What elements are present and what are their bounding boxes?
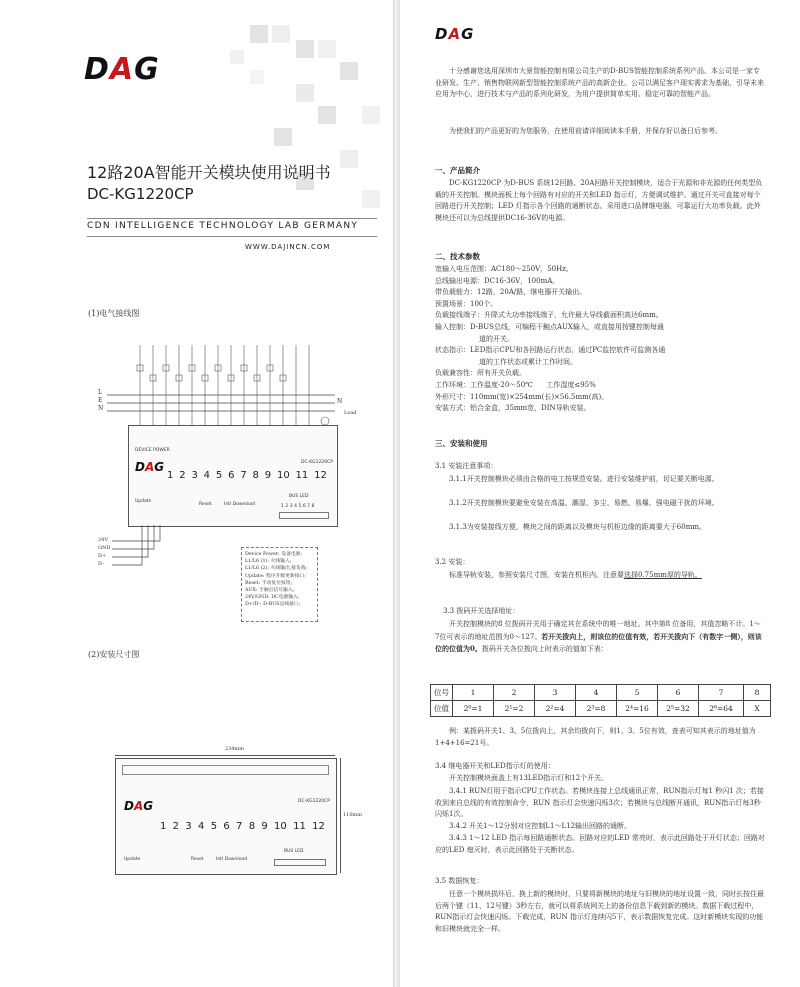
intro-paragraph: 为使我们的产品更好的为您服务，在使用前请详细阅读本手册，并保存好以备日后参考。: [449, 127, 722, 135]
channel-number: 4: [203, 470, 211, 481]
legend-line: Update: 程序升级更新接口;: [245, 573, 306, 579]
para-3-3-text-end: 拨码开关各位拨向上时表示的值如下表：: [481, 645, 608, 654]
spec-line: 工作环境：工作温度-20～50℃ 工作湿度≤95%: [435, 380, 596, 389]
sub-3-3-title: 3.3 拨码开关选择地址：: [443, 607, 520, 615]
website: WWW.DAJINCN.COM: [245, 243, 331, 251]
spec-line: 安装方式：铝合金盒，35mm宽，DIN导轨安装。: [435, 404, 591, 413]
table-cell: X: [744, 701, 771, 717]
terminal-strip: [122, 765, 329, 775]
row-header: 位值: [431, 701, 453, 717]
spec-line: 负载接线端子：升降式大功率接线端子，允许最大导线截面积高达6mm。: [435, 311, 663, 320]
reset-label: Reset: [191, 857, 204, 862]
wire-label-l: L: [98, 389, 102, 396]
channel-number: 10: [274, 821, 287, 832]
deco-square: [362, 190, 380, 208]
table-cell: 3: [535, 685, 576, 701]
deco-square: [296, 84, 314, 102]
cover-page: [0, 0, 393, 987]
lab-name: CDN INTELLIGENCE TECHNOLOGY LAB GERMANY: [87, 221, 359, 231]
legend-line: Device Power: 设备电源;: [245, 552, 303, 557]
terminal-legend: [241, 547, 318, 622]
dimension-width: 234mm: [225, 746, 245, 752]
table-cell: 2²=4: [535, 701, 576, 717]
example-paragraph: 例：某拨码开关1、3、5位拨向上，其余均拨向下，则1、3、5位有效，查表可知其表示的地址值为1+4+16=21号。: [435, 727, 756, 747]
spec-line: 带负载能力：12路，20A/路，继电器开关输出。: [435, 288, 587, 297]
channel-number: 6: [223, 821, 230, 832]
content-page: [400, 0, 800, 987]
spec-line: 道的开关。: [479, 334, 514, 343]
deco-square: [272, 25, 290, 43]
download-label: Intl Download: [224, 502, 255, 507]
channel-number: 9: [264, 470, 272, 481]
deco-square: [362, 106, 380, 124]
dimension-line: [340, 758, 341, 873]
table-cell: 7: [699, 685, 744, 701]
channel-number: 12: [314, 470, 327, 481]
para-3-5: 任意一个模块损坏后，换上新的模块时，只要将新模块的地址与旧模块的地址设置一致，同时长按住最后两个键（11、12号键）3秒左右，就可以将系统网关上的备份信息下载到新的模块。数据下载过程中，RUN指示灯会快速闪烁。下载完成，RUN 指示灯连续闪5下，表示数据恢复完成。这时新模块实现的功能和旧模块就完全一样。: [435, 890, 764, 933]
row-header: 位号: [431, 685, 453, 701]
spec-line: 预置场景：100个。: [435, 299, 498, 308]
section-wiring-title: (1)电气接线图: [88, 309, 140, 318]
para-3-2-text: 标准导轨安装，参照安装尺寸图，安装在机柜内。注意要: [449, 571, 624, 579]
channel-number: 3: [185, 821, 192, 832]
model-number: DC-KG1220CP: [87, 185, 194, 203]
relay-module-dimension: [115, 758, 337, 875]
bus-led-label: BUS LED: [284, 849, 304, 854]
dimension-height: 110mm: [343, 812, 363, 818]
para-3-1-3: 3.1.3为安装接线方便，模块之间的距离以及模块与机柜边缘的距离要大于60mm。: [449, 523, 706, 531]
deco-square: [230, 50, 244, 64]
wiring-diagram: [95, 335, 355, 435]
table-cell: 8: [744, 685, 771, 701]
spec-line: 外形尺寸：110mm(宽)×254mm(长)×56.5mm(高)。: [435, 392, 609, 401]
channel-number: 1: [167, 470, 174, 481]
para-3-4-3: 3.4.3 1～12 LED 指示每回路通断状态。回路对应的LED 常亮时，表示此回路处于开灯状态；回路对应的LED 熄灭时，表示此回路处于关断状态。: [435, 834, 765, 854]
manual-title: 12路20A智能开关模块使用说明书: [87, 163, 331, 182]
sub-3-1-title: 3.1 安装注意事项：: [435, 462, 498, 470]
module-logo: DAG: [124, 799, 154, 813]
bus-label-dminus: D-: [98, 561, 104, 567]
deco-square: [274, 128, 292, 146]
para-3-4-1: 3.4.1 RUN灯用于指示CPU工作状态。若模块连接上总线通讯正常，RUN指示灯每1 秒闪1 次；若接收到来自总线的有效控制命令，RUN 指示灯会快速闪烁3次；若模块与总线断开通讯，RUN指示灯每3秒闪烁1次。: [435, 787, 764, 819]
wire-label-right-n: N: [337, 398, 343, 405]
channel-number: 5: [215, 470, 223, 481]
table-row: [431, 685, 771, 701]
channel-number: 6: [228, 470, 235, 481]
para-3-1-2: 3.1.2开关控制模块要避免安装在高温、潮湿、多尘、易燃、易爆、强电磁干扰的环境。: [449, 499, 719, 507]
bus-wiring: [108, 523, 168, 573]
para-3-1-1: 3.1.1开关控制模块必须由合格的电工按规范安装。进行安装维护前，切记要关断电源。: [449, 475, 719, 483]
channel-number: 8: [248, 821, 256, 832]
table-cell: 2⁰=1: [453, 701, 494, 717]
sub-3-5-title: 3.5 数据恢复：: [435, 877, 484, 885]
table-cell: 2³=8: [576, 701, 617, 717]
spec-line: 宽输入电压范围：AC180～250V，50Hz。: [435, 265, 573, 273]
spec-list: [435, 264, 765, 415]
legend-line: AUX: 手触点信号输入;: [245, 588, 295, 594]
para-3-4-2: 3.4.2 开关1～12分别对应控制L1～L12输出回路的通断。: [449, 822, 632, 830]
sub-3-4-title: 3.4 继电器开关和LED指示灯的使用：: [435, 762, 555, 770]
table-cell: 2: [494, 685, 535, 701]
channel-number: 4: [198, 821, 205, 832]
table-cell: 4: [576, 685, 617, 701]
table-cell: 5: [617, 685, 658, 701]
update-port-label: Update: [124, 857, 141, 862]
brand-logo: DAG: [84, 52, 160, 87]
section-3-title: 三、安装和使用: [435, 439, 488, 448]
table-cell: 2⁴=16: [617, 701, 658, 717]
legend-line: Reset: 手动复位按钮;: [245, 580, 293, 586]
para-3-2-underlined: 选择0.75mm厚的导轨。: [624, 571, 702, 579]
deco-square: [250, 70, 264, 84]
table-cell: 2¹=2: [494, 701, 535, 717]
para-3-2: [435, 570, 765, 582]
deco-square: [250, 25, 268, 43]
legend-line: 24V/GND: DC电源输入;: [245, 595, 300, 601]
deco-square: [340, 62, 358, 80]
channel-number: 11: [293, 821, 306, 832]
table-cell: 6: [658, 685, 699, 701]
para-3-3-bold: 若开关拨向上，则该位的位值有效，若开关拨向下（有数字一侧），则该位的位值为0。: [435, 631, 762, 654]
module-logo: DAG: [135, 460, 165, 474]
wire-label-n: N: [98, 405, 104, 412]
deco-square: [318, 40, 336, 58]
intro-paragraph: 十分感谢您选用深圳市大景智能控制有限公司生产的D-BUS智能控制系统系列产品。本公司是一家专业研发、生产、销售物联网新型智能控制系统产品的高新企业。公司以满足客户现实需求为基础，引导未来应用为中心，进行技术与产品的系列化研发，为用户提供简单实用、稳定可靠的智能产品。: [435, 67, 764, 99]
bus-label-24v: 24V: [98, 537, 108, 543]
channel-numbers: [167, 470, 327, 481]
spec-line: 道的工作状态或累计工作时间。: [479, 357, 577, 366]
bus-label-dplus: D+: [98, 553, 107, 559]
channel-number: 2: [179, 470, 186, 481]
module-model-tag: DC-KG1220CP: [298, 799, 330, 804]
table-cell: 2⁶=64: [699, 701, 744, 717]
section-dimension-title: (2)安装尺寸图: [88, 650, 140, 659]
table-cell: 1: [453, 685, 494, 701]
brand-logo-small: DAG: [435, 25, 475, 43]
device-power-tag: DEVICE POWER: [135, 448, 170, 453]
spec-line: 状态指示：LED指示CPU和各回路运行状态，通过PC监控软件可监测各通: [435, 346, 666, 355]
wire-label-e: E: [98, 397, 103, 404]
bus-led-label: BUS LED: [289, 494, 309, 499]
channel-numbers: [160, 821, 325, 832]
table-cell: 2⁵=32: [658, 701, 699, 717]
divider: [87, 236, 377, 237]
dimension-line: [115, 755, 335, 756]
spec-line: 输入控制：D-BUS总线，可编程干触点AUX输入，或直接用按键控制每通: [435, 322, 664, 331]
legend-line: L1/L6 (2): 火线输出,接负载;: [245, 566, 308, 572]
channel-number: 1: [160, 821, 167, 832]
dip-switch-numbers: 12345678: [281, 504, 316, 509]
para-3-3: [435, 619, 765, 656]
channel-number: 2: [172, 821, 180, 832]
deco-square: [340, 150, 358, 168]
dip-switch: [279, 512, 329, 519]
channel-number: 7: [240, 470, 247, 481]
legend-line: D+/D-: D-BUS总线接口;: [245, 602, 301, 608]
bus-label-gnd: GND: [98, 545, 111, 551]
legend-line: L1/L6 (1): 火线输入;: [245, 559, 292, 565]
channel-number: 8: [252, 470, 259, 481]
channel-number: 3: [191, 470, 198, 481]
table-row: [431, 701, 771, 717]
para-3-4-intro: 开关控制模块面盖上有13LED指示灯和12个开关。: [449, 774, 609, 782]
channel-number: 5: [210, 821, 218, 832]
dip-switch: [274, 859, 326, 866]
update-port-label: Update: [135, 499, 152, 504]
divider: [87, 218, 377, 219]
sub-3-2-title: 3.2 安装：: [435, 558, 470, 566]
reset-label: Reset: [199, 502, 212, 507]
channel-number: 12: [312, 821, 325, 832]
channel-number: 7: [236, 821, 243, 832]
section-2-title: 二、技术参数: [435, 252, 480, 261]
channel-number: 10: [276, 470, 290, 481]
deco-square: [318, 106, 336, 124]
channel-number: 11: [295, 470, 309, 481]
download-label: Intl Download: [216, 857, 247, 862]
para-3-3-text: 开关控制模块的8 位拨码开关用于确定其在系统中的唯一地址。其中第8 位备用，其值忽略不计。1～7位可表示的地址范围为0～127。: [435, 620, 761, 641]
deco-square: [296, 40, 314, 58]
load-label: Load: [344, 410, 357, 416]
module-model-tag: DC-KG1220CP: [301, 460, 333, 465]
section-1-body: DC-KG1220CP 为D-BUS 系统12回路、20A回路开关控制模块，适合于光源和非光源的任何类型负载的开关控制。模块面板上每个回路有对应的开关和LED 指示灯，方便调试维护。通过开关可直接对每个回路进行开关控制；LED 灯指示各个回路的通断状态。采用进口品牌继电器，可靠运行大功率负载。此外模块还可以为总线提供DC16-36V的电源。: [435, 179, 763, 222]
channel-number: 9: [261, 821, 268, 832]
section-1-title: 一、产品简介: [435, 166, 480, 175]
spec-line: 负载兼容性：所有开关负载。: [435, 369, 526, 378]
page-fold: [393, 0, 400, 987]
relay-module-wiring: [128, 425, 338, 527]
dip-value-table: [430, 684, 771, 717]
spec-line: 总线输出电源：DC16-36V，100mA。: [435, 276, 560, 285]
